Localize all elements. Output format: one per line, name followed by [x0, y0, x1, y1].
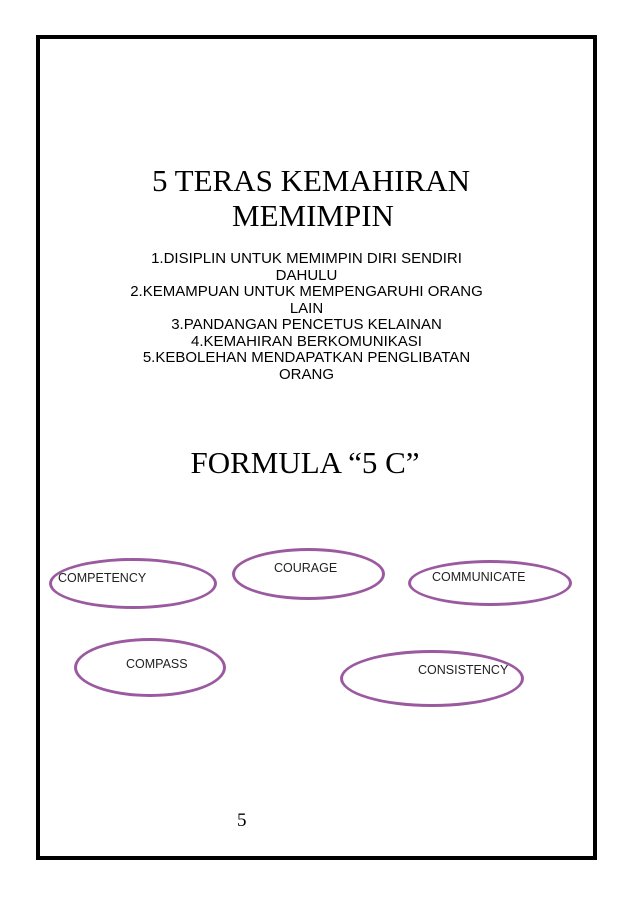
skills-list-item: DAHULU: [275, 266, 338, 284]
oval-label-compass: COMPASS: [126, 657, 188, 671]
skills-list-item: ORANG: [278, 365, 334, 383]
skills-list: [100, 251, 513, 383]
oval-label-communicate: COMMUNICATE: [432, 570, 526, 584]
skills-list-item: 5.KEBOLEHAN MENDAPATKAN PENGLIBATAN: [142, 349, 471, 366]
page-title-line-2: MEMIMPIN: [232, 198, 394, 233]
skills-list-item: 3.PANDANGAN PENCETUS KELAINAN: [171, 316, 442, 333]
oval-label-consistency: CONSISTENCY: [418, 663, 509, 677]
formula-heading: FORMULA “5 C”: [190, 445, 420, 480]
skills-list-item: 1.DISIPLIN UNTUK MEMIMPIN DIRI SENDIRI: [151, 250, 462, 267]
skills-list-item: 2.KEMAMPUAN UNTUK MEMPENGARUHI ORANG: [130, 283, 483, 300]
page-number: 5: [237, 810, 247, 831]
oval-label-competency: COMPETENCY: [58, 571, 147, 585]
oval-label-courage: COURAGE: [274, 561, 338, 575]
page-title-line-1: 5 TERAS KEMAHIRAN: [151, 163, 471, 198]
skills-list-item: LAIN: [289, 299, 324, 317]
skills-list-item: 4.KEMAHIRAN BERKOMUNIKASI: [191, 332, 422, 350]
oval-consistency: [340, 650, 524, 707]
